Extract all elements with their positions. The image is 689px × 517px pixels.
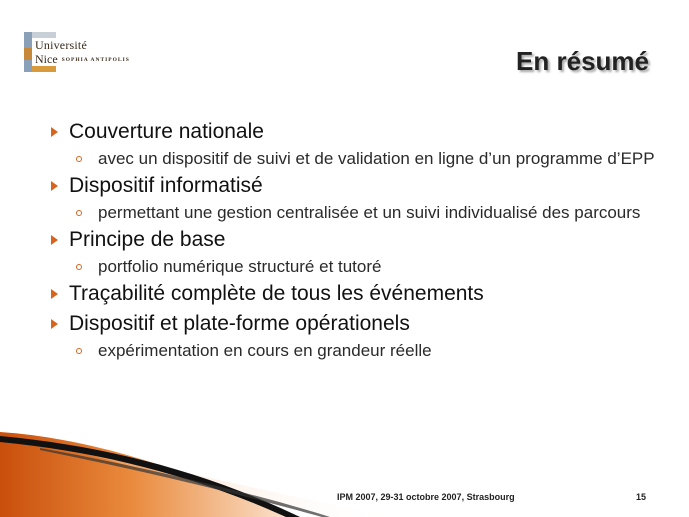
bullet-item [50, 281, 660, 307]
bullet-text: Principe de base [69, 228, 226, 251]
sub-bullet-text: portfolio numérique structuré et tutoré [98, 257, 382, 276]
sub-bullet-ring-icon [76, 210, 82, 216]
bullet-item [50, 311, 660, 337]
bullet-text: Dispositif et plate-forme opérationels [69, 312, 410, 335]
sub-bullet-ring-icon [76, 264, 82, 270]
bullet-item [50, 227, 660, 253]
footer-text: IPM 2007, 29-31 octobre 2007, Strasbourg [337, 492, 515, 502]
logo-text-universite: Université [35, 38, 87, 52]
bullet-arrow-icon [51, 127, 58, 137]
sub-bullet-ring-icon [76, 156, 82, 162]
bullet-text: Dispositif informatisé [69, 174, 263, 197]
page-number: 15 [636, 492, 647, 502]
sub-bullet-item [50, 256, 660, 277]
bullet-list [50, 115, 660, 361]
sub-bullet-text: permettant une gestion centralisée et un suivi individualisé des parcours [98, 203, 641, 222]
sub-bullet-item [50, 202, 660, 223]
sub-bullet-text: avec un dispositif de suivi et de validation en ligne d’un programme d’EPP [98, 149, 655, 168]
slide-title: En résumé [516, 46, 649, 76]
sub-bullet-ring-icon [76, 348, 82, 354]
sub-bullet-item [50, 148, 660, 169]
bullet-arrow-icon [51, 319, 58, 329]
logo-text-nice: Nice $^{SOPHIA ANTIPOLIS}$ [35, 52, 130, 66]
sub-bullet-text: expérimentation en cours en grandeur réelle [98, 341, 432, 360]
bullet-arrow-icon [51, 289, 58, 299]
bullet-item [50, 119, 660, 145]
bullet-text: Couverture nationale [69, 120, 264, 143]
bullet-text: Traçabilité complète de tous les événements [69, 282, 484, 305]
bullet-arrow-icon [51, 235, 58, 245]
sub-bullet-item [50, 340, 660, 361]
university-logo [22, 28, 162, 78]
bullet-item [50, 173, 660, 199]
bullet-arrow-icon [51, 181, 58, 191]
